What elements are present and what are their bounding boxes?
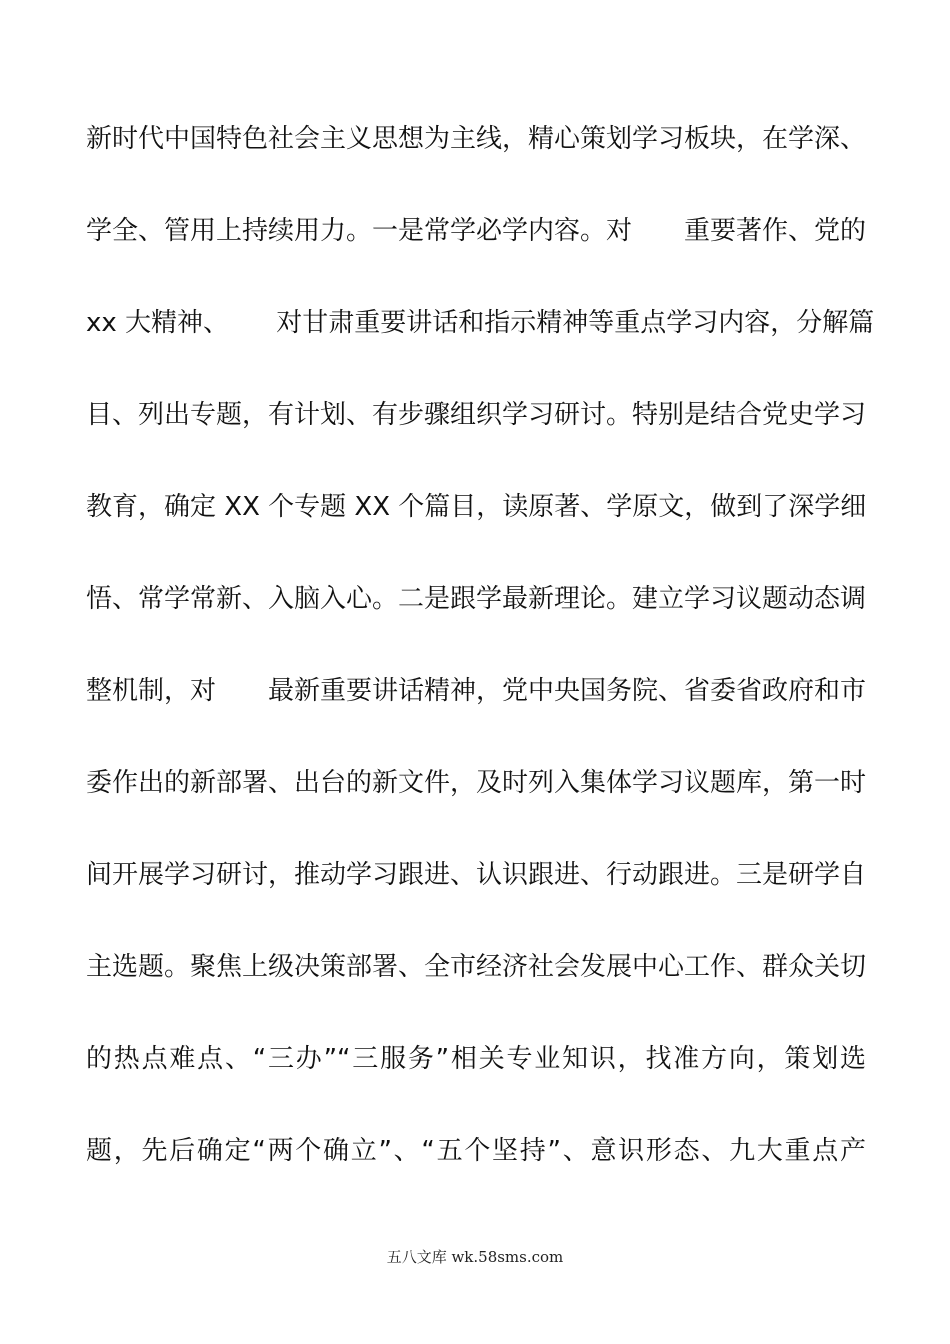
text-line: 间开展学习研讨，推动学习跟进、认识跟进、行动跟进。三是研学自: [86, 860, 867, 890]
text-line: 教育，确定 XX 个专题 XX 个篇目，读原著、学原文，做到了深学细: [86, 492, 867, 522]
text-line: 新时代中国特色社会主义思想为主线，精心策划学习板块，在学深、: [86, 124, 867, 154]
text-line: 学全、管用上持续用力。一是常学必学内容。对 重要著作、党的: [86, 216, 867, 246]
text-line: 的热点难点、“三办”“三服务”相关专业知识，找准方向，策划选: [86, 1044, 866, 1074]
text-line: 目、列出专题，有计划、有步骤组织学习研讨。特别是结合党史学习: [86, 400, 867, 430]
page-footer: 五八文库 wk.58sms.com: [386, 1248, 564, 1266]
body-text: [86, 116, 875, 1220]
text-line: xx 大精神、 对甘肃重要讲话和指示精神等重点学习内容，分解篇: [86, 308, 875, 338]
text-line: 委作出的新部署、出台的新文件，及时列入集体学习议题库，第一时: [86, 768, 867, 798]
text-line: 主选题。聚焦上级决策部署、全市经济社会发展中心工作、群众关切: [86, 952, 867, 982]
text-line: 整机制，对 最新重要讲话精神，党中央国务院、省委省政府和市: [86, 676, 867, 706]
text-line: 悟、常学常新、入脑入心。二是跟学最新理论。建立学习议题动态调: [86, 584, 867, 614]
text-line: 题，先后确定“两个确立”、“五个坚持”、意识形态、九大重点产: [86, 1136, 866, 1166]
